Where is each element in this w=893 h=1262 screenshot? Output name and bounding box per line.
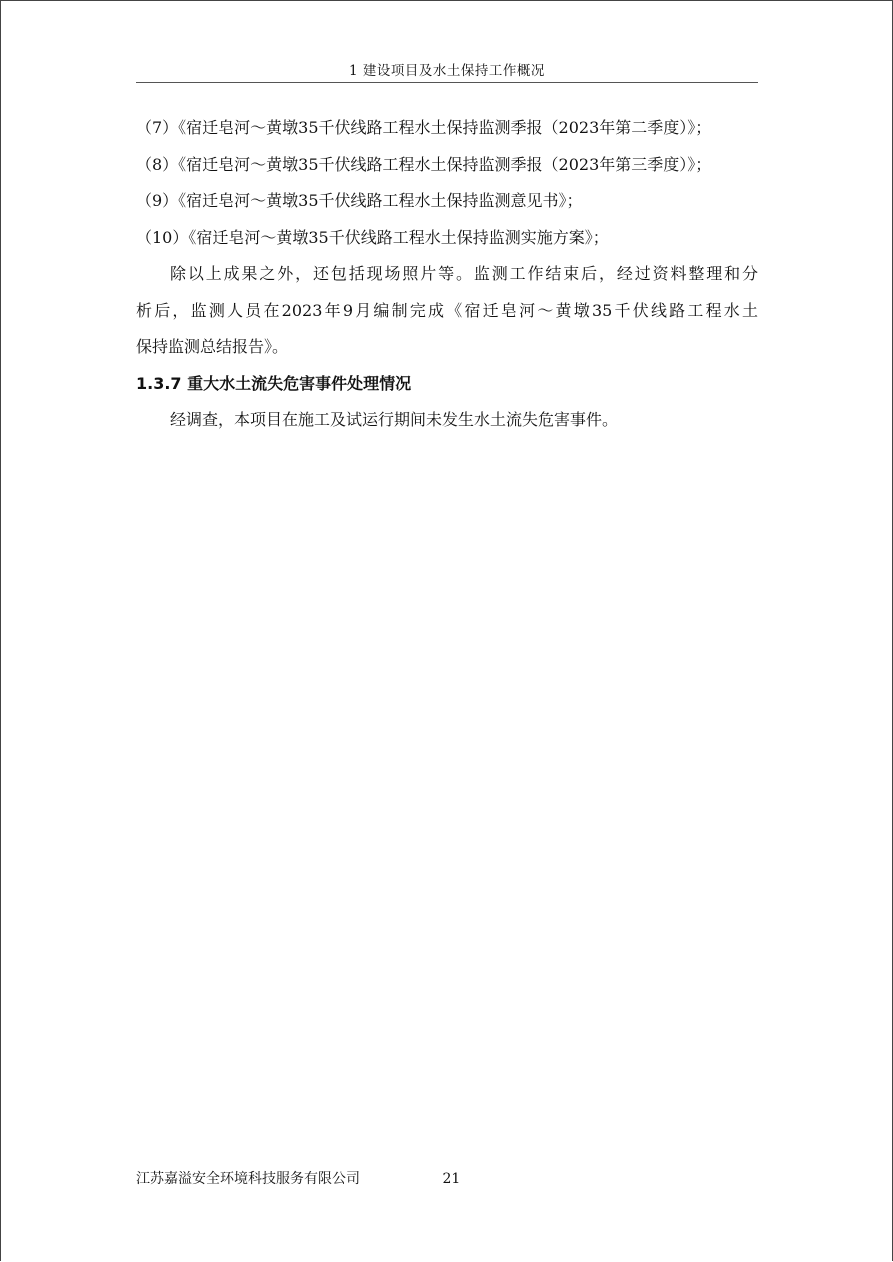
summary-paragraph-line-1: 除以上成果之外，还包括现场照片等。监测工作结束后，经过资料整理和分 [170,264,758,283]
list-item-7: （7）《宿迁皂河～黄墩35千伏线路工程水土保持监测季报（2023年第二季度）》； [136,118,712,137]
running-header [136,60,758,83]
page-body [136,110,758,438]
section-1-3-7-body: 经调查，本项目在施工及试运行期间未发生水土流失危害事件。 [170,409,619,429]
summary-paragraph-line-3: 保持监测总结报告》。 [136,337,289,356]
list-item-10: （10）《宿迁皂河～黄墩35千伏线路工程水土保持监测实施方案》； [136,227,609,247]
footer-company: 江苏嘉溢安全环境科技服务有限公司 [136,1171,360,1187]
section-heading-1-3-7: 1.3.7 重大水土流失危害事件处理情况 [136,373,412,393]
list-item-8: （8）《宿迁皂河～黄墩35千伏线路工程水土保持监测季报（2023年第三季度）》； [136,154,712,174]
chapter-title: 1 建设项目及水土保持工作概况 [349,63,545,79]
list-item-9: （9）《宿迁皂河～黄墩35千伏线路工程水土保持监测意见书》； [136,191,583,210]
summary-paragraph-line-2: 析后，监测人员在2023年9月编制完成《宿迁皂河～黄墩35千伏线路工程水土 [136,300,758,320]
page-number: 21 [442,1171,461,1187]
page-footer [136,1168,536,1190]
